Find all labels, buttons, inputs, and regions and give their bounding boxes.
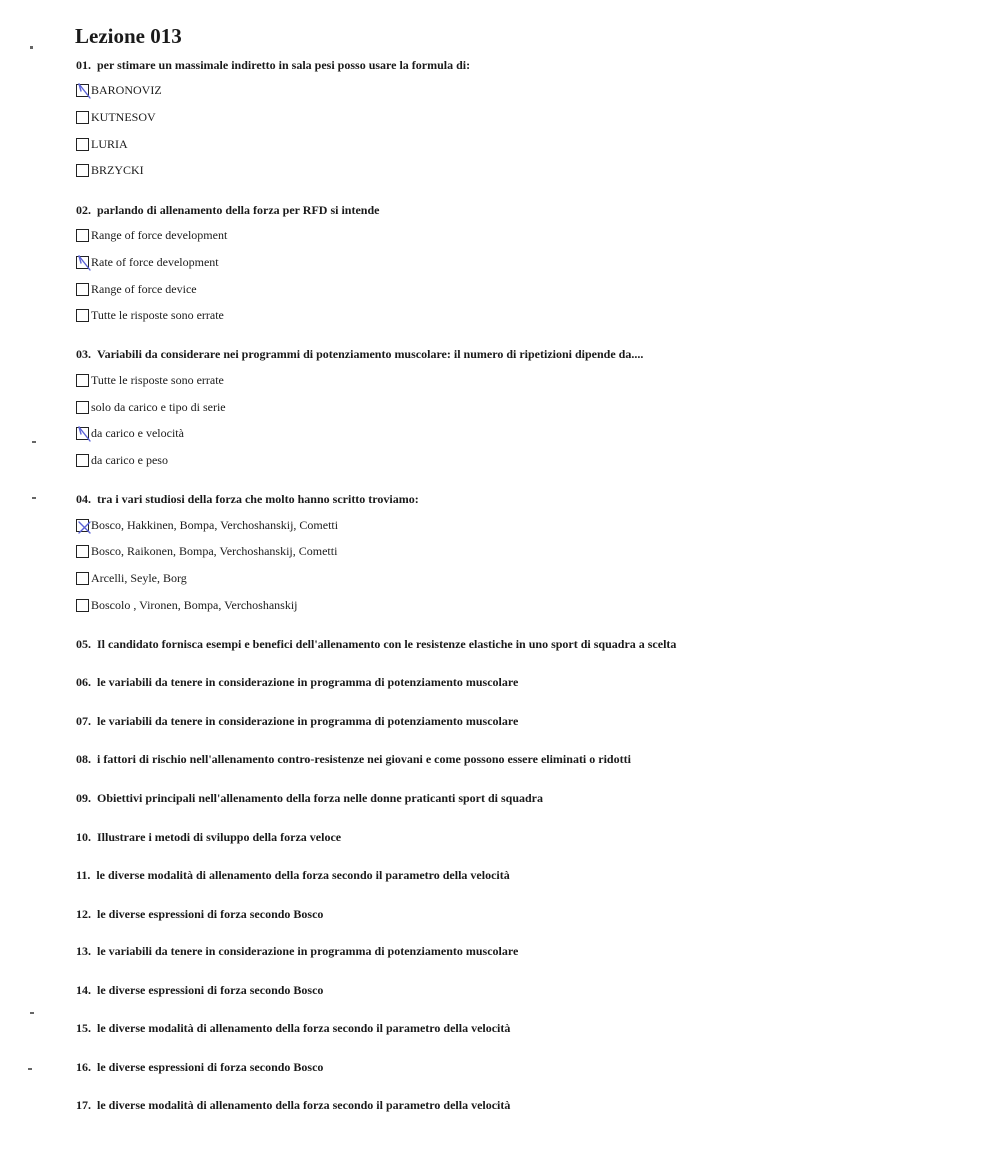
option-label: solo da carico e tipo di serie xyxy=(91,400,226,414)
option-q02-a[interactable] xyxy=(76,228,227,243)
checkbox[interactable] xyxy=(76,84,89,97)
question-text: le diverse espressioni di forza secondo Bosco xyxy=(97,1060,324,1074)
scan-speck xyxy=(30,46,33,49)
option-label: KUTNESOV xyxy=(91,110,156,124)
option-label: BARONOVIZ xyxy=(91,83,162,97)
question-number: 15. xyxy=(76,1021,91,1035)
checkbox[interactable] xyxy=(76,138,89,151)
question-text: le diverse espressioni di forza secondo Bosco xyxy=(97,983,324,997)
checkbox[interactable] xyxy=(76,164,89,177)
option-q03-b[interactable] xyxy=(76,400,226,415)
question-number: 02. xyxy=(76,203,91,217)
question-07 xyxy=(76,714,518,729)
option-label: Range of force device xyxy=(91,282,197,296)
checkbox[interactable] xyxy=(76,256,89,269)
option-label: BRZYCKI xyxy=(91,163,144,177)
scan-speck xyxy=(30,1012,34,1014)
question-03 xyxy=(76,347,643,362)
question-text: Obiettivi principali nell'allenamento della forza nelle donne praticanti sport di squadra xyxy=(97,791,544,805)
option-q03-d[interactable] xyxy=(76,453,168,468)
question-14 xyxy=(76,983,323,998)
option-label: Range of force development xyxy=(91,228,228,242)
option-q04-c[interactable] xyxy=(76,571,187,586)
checkbox[interactable] xyxy=(76,427,89,440)
question-text: le variabili da tenere in considerazione in programma di potenziamento muscolare xyxy=(97,675,519,689)
question-number: 11. xyxy=(76,868,91,882)
question-number: 12. xyxy=(76,907,91,921)
question-text: le variabili da tenere in considerazione in programma di potenziamento muscolare xyxy=(97,714,519,728)
question-number: 14. xyxy=(76,983,91,997)
checkbox[interactable] xyxy=(76,111,89,124)
question-text: Il candidato fornisca esempi e benefici dell'allenamento con le resistenze elastiche in uno sport di squadra a scelta xyxy=(97,637,677,651)
question-text: i fattori di rischio nell'allenamento contro-resistenze nei giovani e come possono essere eliminati o ridotti xyxy=(97,752,631,766)
scan-speck xyxy=(32,497,36,499)
question-number: 17. xyxy=(76,1098,91,1112)
question-text: le diverse modalità di allenamento della forza secondo il parametro della velocità xyxy=(97,1021,511,1035)
checkbox[interactable] xyxy=(76,283,89,296)
scan-speck xyxy=(28,1068,32,1070)
question-06 xyxy=(76,675,518,690)
question-text: Variabili da considerare nei programmi di potenziamento muscolare: il numero di ripetizioni dipende da.... xyxy=(97,347,644,361)
question-number: 05. xyxy=(76,637,91,651)
checkbox[interactable] xyxy=(76,229,89,242)
checkbox[interactable] xyxy=(76,545,89,558)
option-q04-a[interactable] xyxy=(76,518,338,533)
question-01 xyxy=(76,58,470,73)
checkbox[interactable] xyxy=(76,401,89,414)
question-text: le diverse modalità di allenamento della forza secondo il parametro della velocità xyxy=(96,868,510,882)
option-label: Tutte le risposte sono errate xyxy=(91,308,224,322)
option-q01-c[interactable] xyxy=(76,137,128,152)
question-04 xyxy=(76,492,419,507)
question-number: 07. xyxy=(76,714,91,728)
checkbox[interactable] xyxy=(76,309,89,322)
option-label: LURIA xyxy=(91,137,128,151)
check-mark-icon xyxy=(74,79,94,101)
option-q01-a[interactable] xyxy=(76,83,162,98)
option-label: da carico e peso xyxy=(91,453,168,467)
question-text: Illustrare i metodi di sviluppo della forza veloce xyxy=(97,830,342,844)
question-text: le diverse modalità di allenamento della forza secondo il parametro della velocità xyxy=(97,1098,511,1112)
question-text: tra i vari studiosi della forza che molto hanno scritto troviamo: xyxy=(97,492,419,506)
option-label: Tutte le risposte sono errate xyxy=(91,373,224,387)
question-number: 10. xyxy=(76,830,91,844)
question-number: 13. xyxy=(76,944,91,958)
question-13 xyxy=(76,944,518,959)
question-08 xyxy=(76,752,631,767)
question-10 xyxy=(76,830,341,845)
question-number: 08. xyxy=(76,752,91,766)
option-label: Boscolo , Vironen, Bompa, Verchoshanskij xyxy=(91,598,298,612)
page-title: Lezione 013 xyxy=(75,24,182,48)
question-number: 03. xyxy=(76,347,91,361)
question-number: 16. xyxy=(76,1060,91,1074)
option-label: da carico e velocità xyxy=(91,426,184,440)
question-text: parlando di allenamento della forza per RFD si intende xyxy=(97,203,380,217)
option-q03-a[interactable] xyxy=(76,373,224,388)
option-label: Arcelli, Seyle, Borg xyxy=(91,571,187,585)
question-11 xyxy=(76,868,510,883)
question-17 xyxy=(76,1098,510,1113)
checkbox[interactable] xyxy=(76,374,89,387)
option-q01-b[interactable] xyxy=(76,110,156,125)
question-15 xyxy=(76,1021,510,1036)
question-05 xyxy=(76,637,676,652)
option-q01-d[interactable] xyxy=(76,163,144,178)
question-number: 01. xyxy=(76,58,91,72)
checkbox[interactable] xyxy=(76,519,89,532)
question-number: 04. xyxy=(76,492,91,506)
question-text: le variabili da tenere in considerazione in programma di potenziamento muscolare xyxy=(97,944,519,958)
option-q02-c[interactable] xyxy=(76,282,197,297)
option-label: Bosco, Hakkinen, Bompa, Verchoshanskij, Cometti xyxy=(91,518,339,532)
question-09 xyxy=(76,791,543,806)
check-mark-icon xyxy=(74,514,94,536)
option-label: Rate of force development xyxy=(91,255,219,269)
option-q02-b[interactable] xyxy=(76,255,219,270)
question-text: le diverse espressioni di forza secondo Bosco xyxy=(97,907,324,921)
option-label: Bosco, Raikonen, Bompa, Verchoshanskij, Cometti xyxy=(91,544,338,558)
option-q04-b[interactable] xyxy=(76,544,337,559)
question-number: 09. xyxy=(76,791,91,805)
checkbox[interactable] xyxy=(76,599,89,612)
question-text: per stimare un massimale indiretto in sala pesi posso usare la formula di: xyxy=(97,58,471,72)
question-number: 06. xyxy=(76,675,91,689)
scan-speck xyxy=(32,441,36,443)
option-q03-c[interactable] xyxy=(76,426,184,441)
question-16 xyxy=(76,1060,323,1075)
check-mark-icon xyxy=(74,422,94,444)
question-02 xyxy=(76,203,379,218)
option-q02-d[interactable] xyxy=(76,308,224,323)
checkbox[interactable] xyxy=(76,454,89,467)
question-12 xyxy=(76,907,323,922)
check-mark-icon xyxy=(74,251,94,273)
option-q04-d[interactable] xyxy=(76,598,297,613)
checkbox[interactable] xyxy=(76,572,89,585)
